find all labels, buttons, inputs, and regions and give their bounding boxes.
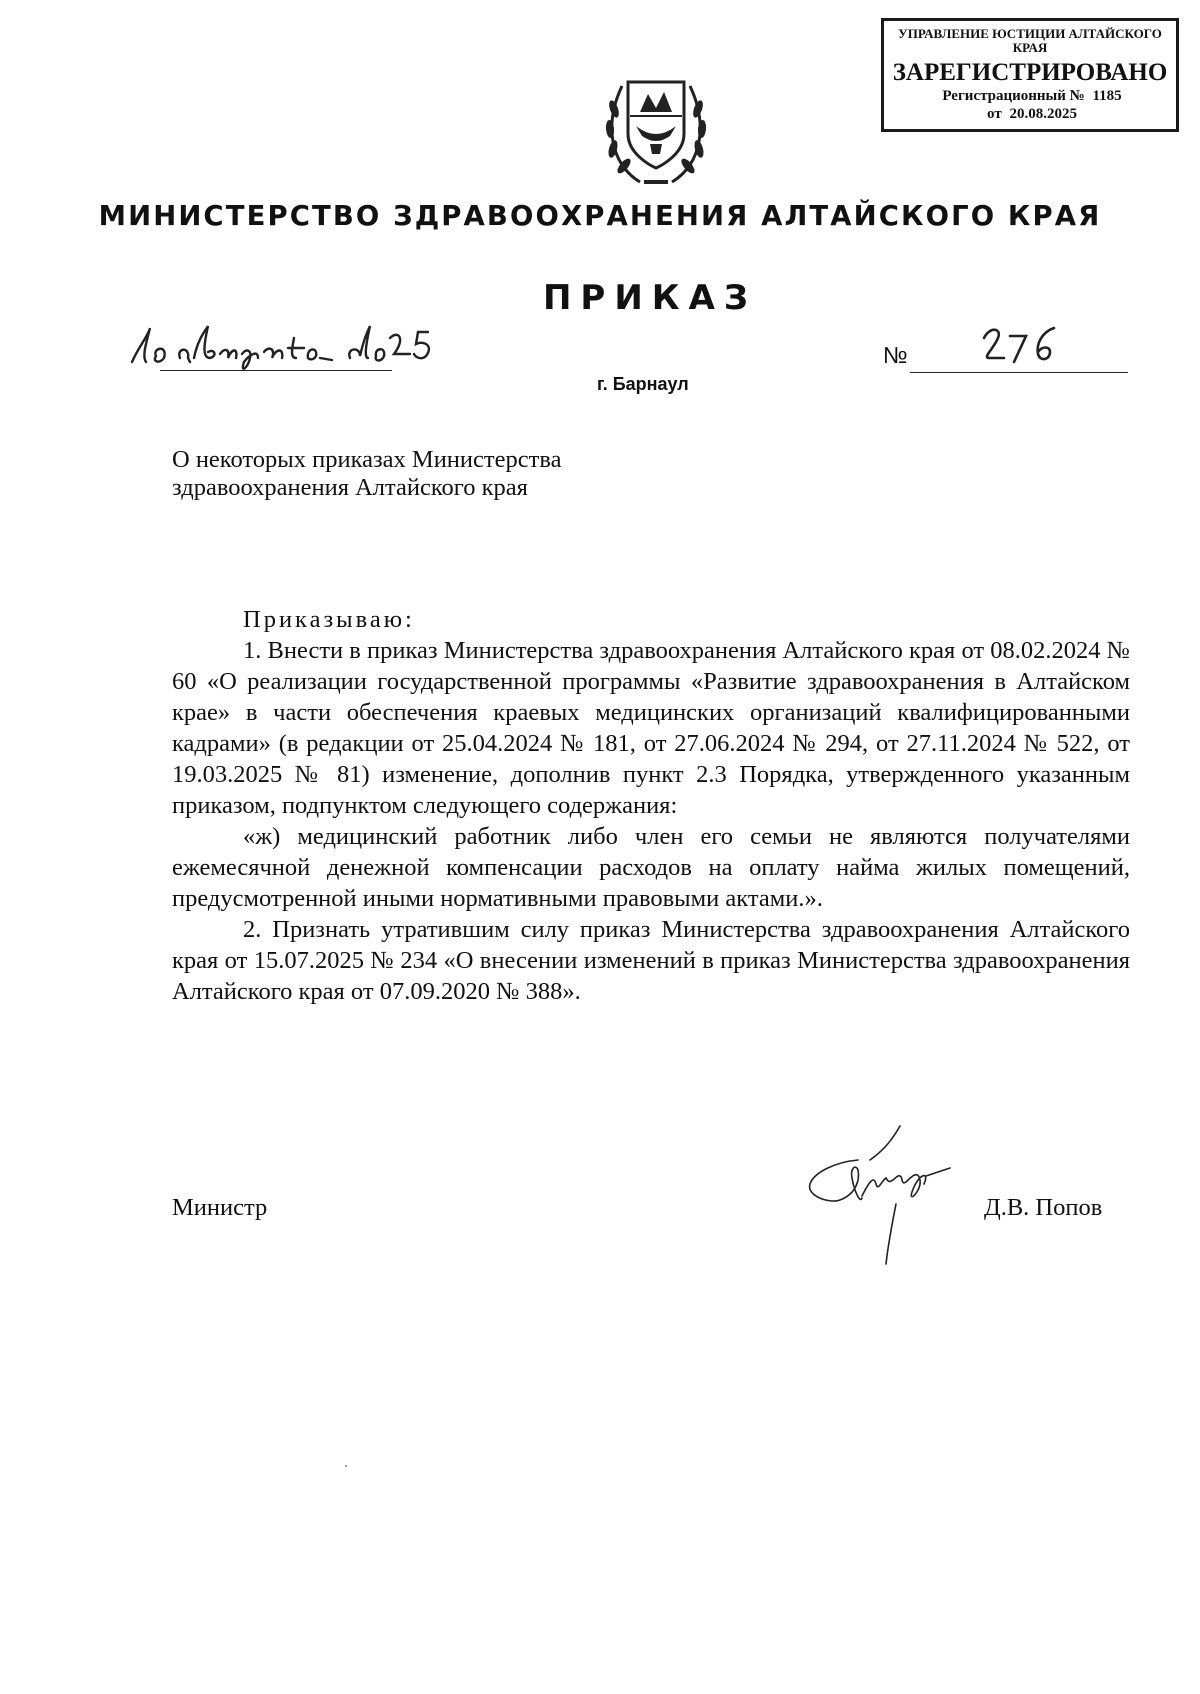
signatory-name: Д.В. Попов xyxy=(984,1194,1103,1221)
order-number-label: № xyxy=(883,342,908,368)
order-body xyxy=(172,604,1130,1007)
stamp-organization: УПРАВЛЕНИЕ ЮСТИЦИИ АЛТАЙСКОГО КРАЯ xyxy=(898,26,1162,55)
paragraph-2: 2. Признать утратившим силу приказ Министерства здравоохранения Алтайского края от 15.07.2025 № 234 «О внесении изменений в приказ Министерства здравоохранения Алтайского края от 07.09.2020 № 388». xyxy=(172,916,1130,1005)
stamp-registration-label: Регистрационный № xyxy=(942,88,1085,104)
document-type: ПРИКАЗ xyxy=(542,278,758,318)
handwritten-signature-icon xyxy=(800,1120,970,1270)
scan-speck xyxy=(345,1465,347,1467)
handwritten-order-number xyxy=(980,322,1070,368)
directive: Приказываю: xyxy=(243,606,415,633)
date-underline xyxy=(160,370,392,371)
stamp-status: ЗАРЕГИСТРИРОВАНО xyxy=(892,59,1168,86)
handwritten-date xyxy=(128,318,488,378)
stamp-date-value: 20.08.2025 xyxy=(1005,106,1077,122)
signatory-title: Министр xyxy=(172,1194,268,1221)
stamp-registration-number xyxy=(884,87,1176,105)
order-number-underline xyxy=(910,372,1128,373)
registration-stamp xyxy=(881,18,1179,132)
stamp-date-label: от xyxy=(987,106,1002,122)
city: г. Барнаул xyxy=(597,374,689,394)
ministry-title: МИНИСТЕРСТВО ЗДРАВООХРАНЕНИЯ АЛТАЙСКОГО КРАЯ xyxy=(98,200,1102,232)
stamp-registration-value: 1185 xyxy=(1088,88,1122,104)
stamp-date xyxy=(884,105,1176,123)
order-subject: О некоторых приказах Министерства здравоохранения Алтайского края xyxy=(172,446,562,501)
paragraph-1: 1. Внести в приказ Министерства здравоохранения Алтайского края от 08.02.2024 № 60 «О реализации государственной программы «Развитие здравоохранения в Алтайском крае» в части обеспечения краевых медицинских организаций квалифицированными кадрами» (в редакции от 25.04.2024 № 181, от 27.06.2024 № 294, от 27.11.2024 № 522, от 19.03.2025 № 81) изменение, дополнив пункт 2.3 Порядка, утвержденного указанным приказом, подпунктом следующего содержания: xyxy=(172,637,1130,819)
paragraph-1-quote: «ж) медицинский работник либо член его семьи не являются получателями ежемесячной денежной компенсации расходов на оплату найма жилых помещений, предусмотренной иными нормативными правовыми актами.». xyxy=(172,823,1130,912)
coat-of-arms-icon xyxy=(600,64,712,196)
